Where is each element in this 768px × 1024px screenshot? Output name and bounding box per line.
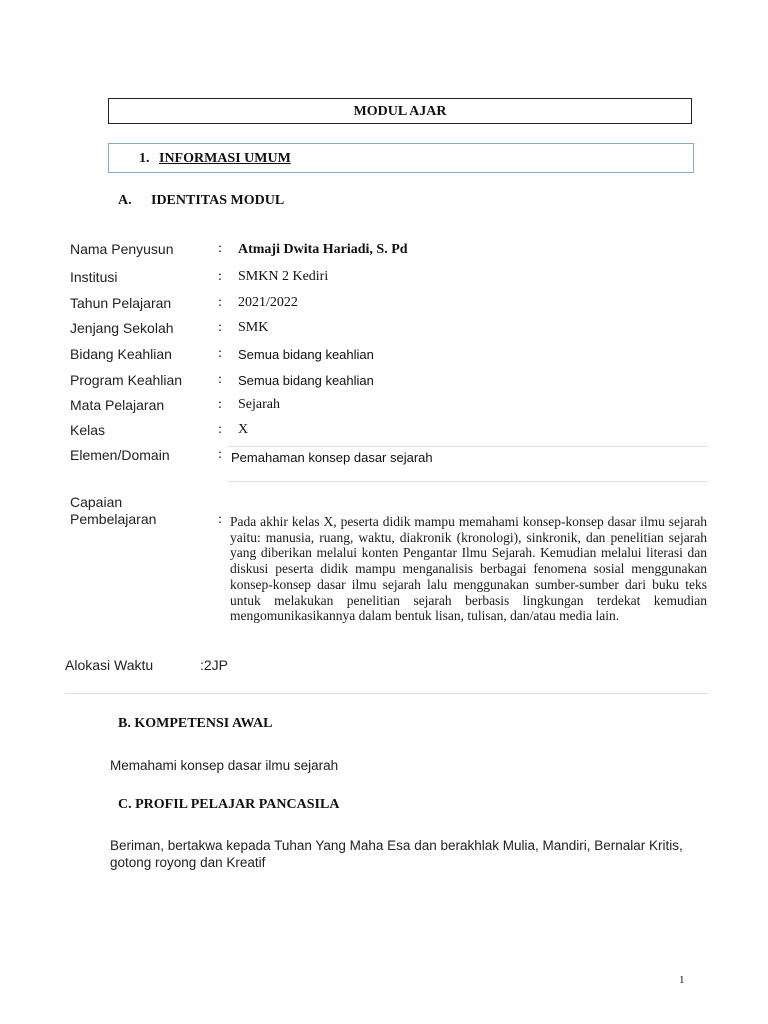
capaian-label-line1: Capaian (70, 494, 123, 510)
row-value: X (238, 422, 249, 437)
section-kompetensi-awal-title: B. KOMPETENSI AWAL (118, 716, 273, 731)
section-number: 1. (139, 151, 150, 166)
row-label: Nama Penyusun (70, 241, 174, 257)
row-value: Pemahaman konsep dasar sejarah (231, 450, 433, 465)
section-rule (65, 693, 708, 694)
table-rule (228, 481, 708, 482)
row-colon: : (218, 320, 222, 335)
row-label: Kelas (70, 422, 106, 438)
row-colon: : (218, 346, 222, 361)
row-colon: : (218, 422, 222, 437)
row-colon: : (218, 241, 222, 256)
alokasi-waktu-label: Alokasi Waktu (65, 657, 154, 673)
row-value: Sejarah (238, 397, 280, 412)
alokasi-waktu-value: :2JP (200, 657, 229, 673)
row-label: Mata Pelajaran (70, 397, 165, 413)
profil-pelajar-text: Beriman, bertakwa kepada Tuhan Yang Maha Esa dan berakhlak Mulia, Mandiri, Bernalar Kritis, gotong royong dan Kreatif (110, 838, 683, 870)
document-title: MODUL AJAR (108, 98, 692, 124)
section-profil-pelajar-title: C. PROFIL PELAJAR PANCASILA (118, 797, 340, 812)
row-value: SMKN 2 Kediri (238, 269, 329, 284)
row-colon: : (218, 269, 222, 284)
row-value: Semua bidang keahlian (238, 373, 374, 388)
row-label: Institusi (70, 269, 118, 285)
row-colon: : (218, 397, 222, 412)
page-number: 1 (679, 974, 685, 986)
section-title: INFORMASI UMUM (159, 151, 291, 166)
row-colon: : (218, 372, 222, 387)
row-colon: : (218, 295, 222, 310)
row-value: SMK (238, 320, 269, 335)
table-rule (228, 446, 708, 447)
capaian-colon: : (218, 512, 222, 527)
row-value: 2021/2022 (238, 295, 298, 310)
kompetensi-awal-text: Memahami konsep dasar ilmu sejarah (110, 758, 339, 773)
capaian-text: Pada akhir kelas X, peserta didik mampu memahami konsep-konsep dasar ilmu sejarah yaitu: manusia, ruang, waktu, diakronik (kronologi), sinkronik, dan penelitian sejarah yang diberikan melalui konten Pengantar Ilmu Sejarah. Kemudian melalui literasi dan diskusi peserta didik mampu menganalisis berbagai fenomena sosial menggunakan konsep-konsep dasar ilmu sejarah lalu menggunakan sumber-sumber dari buku teks untuk melakukan penelitian sejarah berbasis lingkungan terdekat kemudian mengomunikasikannya dalam bentuk lisan, tulisan, dan/atau media lain. (230, 514, 707, 624)
capaian-label-line2: Pembelajaran (70, 511, 157, 527)
section-title: IDENTITAS MODUL (151, 193, 285, 208)
row-label: Tahun Pelajaran (70, 295, 172, 311)
section-letter: A. (118, 193, 132, 208)
row-value: Semua bidang keahlian (238, 347, 374, 362)
row-label: Program Keahlian (70, 372, 183, 388)
row-colon: : (218, 447, 222, 462)
row-label: Jenjang Sekolah (70, 320, 174, 336)
row-label: Bidang Keahlian (70, 346, 172, 362)
section-informasi-umum (108, 143, 694, 173)
row-value: Atmaji Dwita Hariadi, S. Pd (238, 242, 408, 257)
row-label: Elemen/Domain (70, 447, 170, 463)
